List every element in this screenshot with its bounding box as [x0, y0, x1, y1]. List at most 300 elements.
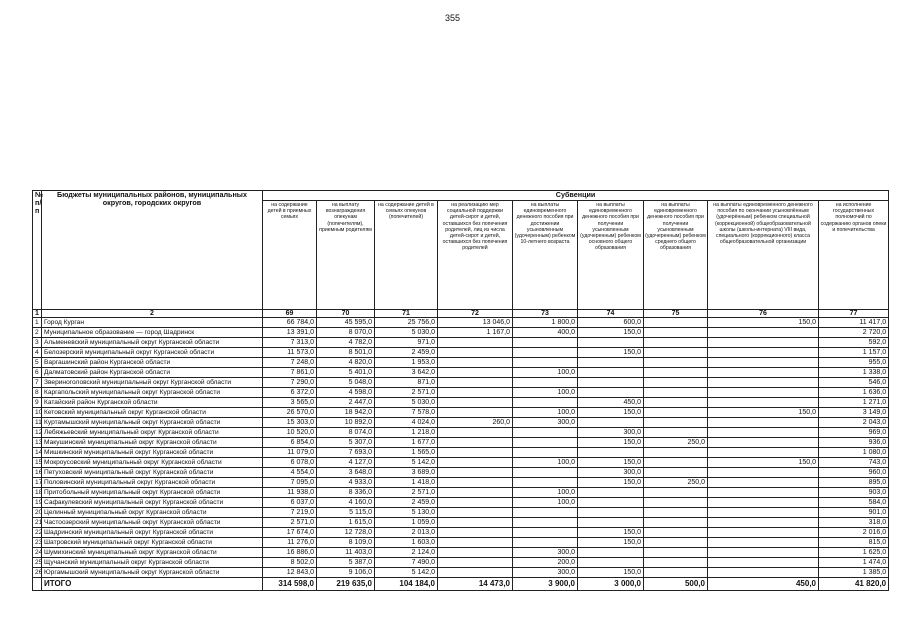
total-amount: 41 820,0	[819, 578, 889, 591]
amount-cell	[708, 448, 819, 458]
amount-cell: 4 782,0	[317, 338, 375, 348]
amount-cell	[438, 508, 513, 518]
amount-cell: 2 459,0	[375, 348, 438, 358]
amount-cell	[708, 348, 819, 358]
amount-cell	[513, 348, 578, 358]
amount-cell	[708, 498, 819, 508]
amount-cell: 4 160,0	[317, 498, 375, 508]
amount-cell: 4 820,0	[317, 358, 375, 368]
amount-cell: 66 784,0	[263, 318, 317, 328]
column-number: 1	[33, 310, 42, 318]
header-column-9: на исполнение государственных полномочий по содержанию органов опеки и попечительства	[819, 201, 889, 310]
amount-cell	[513, 538, 578, 548]
budget-name: Частоозерский муниципальный округ Курганской области	[42, 518, 263, 528]
amount-cell	[578, 418, 644, 428]
amount-cell	[644, 418, 708, 428]
total-amount: 104 184,0	[375, 578, 438, 591]
amount-cell: 2 124,0	[375, 548, 438, 558]
amount-cell: 6 037,0	[263, 498, 317, 508]
amount-cell	[708, 478, 819, 488]
amount-cell: 971,0	[375, 338, 438, 348]
row-number: 20	[33, 508, 42, 518]
amount-cell	[438, 358, 513, 368]
amount-cell	[644, 388, 708, 398]
amount-cell: 7 248,0	[263, 358, 317, 368]
amount-cell	[438, 468, 513, 478]
amount-cell: 6 078,0	[263, 458, 317, 468]
budget-name: Город Курган	[42, 318, 263, 328]
amount-cell	[438, 498, 513, 508]
amount-cell	[708, 428, 819, 438]
amount-cell	[644, 428, 708, 438]
amount-cell	[513, 338, 578, 348]
amount-cell	[513, 528, 578, 538]
amount-cell: 2 720,0	[819, 328, 889, 338]
amount-cell	[708, 358, 819, 368]
amount-cell	[644, 528, 708, 538]
amount-cell	[578, 338, 644, 348]
amount-cell: 3 642,0	[375, 368, 438, 378]
amount-cell: 1 625,0	[819, 548, 889, 558]
amount-cell: 2 016,0	[819, 528, 889, 538]
amount-cell: 1 565,0	[375, 448, 438, 458]
amount-cell	[644, 538, 708, 548]
amount-cell: 8 336,0	[317, 488, 375, 498]
amount-cell	[578, 378, 644, 388]
amount-cell: 7 219,0	[263, 508, 317, 518]
total-amount: 219 635,0	[317, 578, 375, 591]
budget-name: Звериноголовский муниципальный округ Курганской области	[42, 378, 263, 388]
amount-cell	[513, 358, 578, 368]
table-row	[33, 518, 889, 528]
row-number: 9	[33, 398, 42, 408]
amount-cell: 11 276,0	[263, 538, 317, 548]
budget-name: Катайский район Курганской области	[42, 398, 263, 408]
amount-cell: 1 157,0	[819, 348, 889, 358]
table-row	[33, 538, 889, 548]
row-number: 18	[33, 488, 42, 498]
amount-cell	[644, 518, 708, 528]
row-number: 12	[33, 428, 42, 438]
amount-cell: 300,0	[578, 468, 644, 478]
amount-cell: 8 070,0	[317, 328, 375, 338]
amount-cell	[578, 448, 644, 458]
table-row	[33, 438, 889, 448]
amount-cell: 546,0	[819, 378, 889, 388]
budget-name: Лебяжьевский муниципальный округ Курганской области	[42, 428, 263, 438]
total-amount: 3 000,0	[578, 578, 644, 591]
amount-cell: 150,0	[578, 348, 644, 358]
amount-cell: 11 417,0	[819, 318, 889, 328]
budget-name: Щучанский муниципальный округ Курганской области	[42, 558, 263, 568]
amount-cell: 318,0	[819, 518, 889, 528]
budget-name: Шатровский муниципальный округ Курганской области	[42, 538, 263, 548]
amount-cell: 9 106,0	[317, 568, 375, 578]
amount-cell	[644, 448, 708, 458]
budget-name: Далматовский район Курганской области	[42, 368, 263, 378]
amount-cell	[708, 328, 819, 338]
amount-cell: 3 149,0	[819, 408, 889, 418]
row-number: 2	[33, 328, 42, 338]
amount-cell	[644, 408, 708, 418]
amount-cell	[513, 448, 578, 458]
amount-cell	[438, 438, 513, 448]
amount-cell	[708, 398, 819, 408]
amount-cell: 150,0	[578, 438, 644, 448]
budget-name: Мишкинский муниципальный округ Курганской области	[42, 448, 263, 458]
amount-cell: 300,0	[513, 548, 578, 558]
table-row	[33, 338, 889, 348]
amount-cell	[513, 398, 578, 408]
amount-cell: 11 079,0	[263, 448, 317, 458]
total-row	[33, 578, 889, 591]
amount-cell: 1 385,0	[819, 568, 889, 578]
total-amount: 314 598,0	[263, 578, 317, 591]
amount-cell	[513, 428, 578, 438]
amount-cell: 100,0	[513, 488, 578, 498]
amount-cell	[708, 488, 819, 498]
total-label: ИТОГО	[42, 578, 263, 591]
table-row	[33, 448, 889, 458]
amount-cell: 969,0	[819, 428, 889, 438]
amount-cell: 2 013,0	[375, 528, 438, 538]
amount-cell: 26 570,0	[263, 408, 317, 418]
amount-cell: 584,0	[819, 498, 889, 508]
amount-cell: 6 372,0	[263, 388, 317, 398]
row-number: 1	[33, 318, 42, 328]
header-column-8: на выплаты единовременного денежного пособия по окончании усыновлённым (удочерённым) ребенком специальной (коррекционной) общеобразовательной школы (школы-интерната) VIII вида, специального (коррекционного) класса общеобразовательной организации	[708, 201, 819, 310]
page-number: 355	[444, 13, 461, 23]
amount-cell: 100,0	[513, 388, 578, 398]
amount-cell: 11 938,0	[263, 488, 317, 498]
amount-cell: 250,0	[644, 478, 708, 488]
amount-cell: 7 313,0	[263, 338, 317, 348]
amount-cell: 4 024,0	[375, 418, 438, 428]
amount-cell: 100,0	[513, 408, 578, 418]
table-row	[33, 528, 889, 538]
amount-cell	[644, 568, 708, 578]
column-number: 75	[644, 310, 708, 318]
table-row	[33, 568, 889, 578]
amount-cell: 12 843,0	[263, 568, 317, 578]
budget-name: Мокроусовский муниципальный округ Курганской области	[42, 458, 263, 468]
amount-cell	[644, 548, 708, 558]
amount-cell	[438, 348, 513, 358]
amount-cell: 1 474,0	[819, 558, 889, 568]
amount-cell: 1 953,0	[375, 358, 438, 368]
amount-cell	[578, 518, 644, 528]
amount-cell	[438, 458, 513, 468]
amount-cell	[578, 548, 644, 558]
amount-cell: 200,0	[513, 558, 578, 568]
amount-cell: 960,0	[819, 468, 889, 478]
row-number: 14	[33, 448, 42, 458]
table-row	[33, 418, 889, 428]
amount-cell	[438, 548, 513, 558]
amount-cell: 5 115,0	[317, 508, 375, 518]
row-number: 4	[33, 348, 42, 358]
amount-cell: 17 674,0	[263, 528, 317, 538]
amount-cell: 5 030,0	[375, 398, 438, 408]
amount-cell	[644, 358, 708, 368]
amount-cell	[708, 378, 819, 388]
table-row	[33, 368, 889, 378]
amount-cell: 150,0	[708, 458, 819, 468]
amount-cell: 1 059,0	[375, 518, 438, 528]
table-row	[33, 378, 889, 388]
budget-name: Притобольный муниципальный округ Курганской области	[42, 488, 263, 498]
amount-cell: 1 636,0	[819, 388, 889, 398]
table-row	[33, 508, 889, 518]
row-number: 13	[33, 438, 42, 448]
column-number: 72	[438, 310, 513, 318]
column-number: 76	[708, 310, 819, 318]
amount-cell	[578, 498, 644, 508]
budget-name: Кетовский муниципальный округ Курганской области	[42, 408, 263, 418]
amount-cell	[708, 528, 819, 538]
row-number: 8	[33, 388, 42, 398]
amount-cell	[578, 508, 644, 518]
row-number: 17	[33, 478, 42, 488]
budget-name: Альменевский муниципальный округ Курганской области	[42, 338, 263, 348]
header-column-1: на содержание детей в приемных семьях	[263, 201, 317, 310]
amount-cell: 10 520,0	[263, 428, 317, 438]
amount-cell: 10 892,0	[317, 418, 375, 428]
amount-cell	[644, 458, 708, 468]
row-number: 26	[33, 568, 42, 578]
amount-cell: 7 861,0	[263, 368, 317, 378]
row-number: 16	[33, 468, 42, 478]
column-number: 70	[317, 310, 375, 318]
amount-cell: 13 046,0	[438, 318, 513, 328]
amount-cell	[708, 568, 819, 578]
header-subventions: Субвенции	[263, 191, 889, 201]
row-number: 3	[33, 338, 42, 348]
row-number: 5	[33, 358, 42, 368]
budget-name: Шадринский муниципальный округ Курганской области	[42, 528, 263, 538]
amount-cell	[708, 418, 819, 428]
amount-cell: 8 501,0	[317, 348, 375, 358]
amount-cell	[644, 368, 708, 378]
column-number: 73	[513, 310, 578, 318]
amount-cell: 1 418,0	[375, 478, 438, 488]
table-row	[33, 408, 889, 418]
amount-cell: 1 603,0	[375, 538, 438, 548]
amount-cell: 150,0	[578, 478, 644, 488]
amount-cell	[708, 468, 819, 478]
amount-cell	[513, 438, 578, 448]
amount-cell: 955,0	[819, 358, 889, 368]
amount-cell: 16 886,0	[263, 548, 317, 558]
budget-name: Белозерский муниципальный округ Курганской области	[42, 348, 263, 358]
amount-cell: 3 648,0	[317, 468, 375, 478]
amount-cell: 3 565,0	[263, 398, 317, 408]
table-row	[33, 398, 889, 408]
amount-cell	[438, 478, 513, 488]
amount-cell: 4 933,0	[317, 478, 375, 488]
amount-cell	[513, 478, 578, 488]
subventions-table	[32, 190, 889, 591]
budget-name: Сафакулевский муниципальный округ Курганской области	[42, 498, 263, 508]
amount-cell: 5 130,0	[375, 508, 438, 518]
amount-cell: 600,0	[578, 318, 644, 328]
amount-cell	[438, 338, 513, 348]
amount-cell: 2 447,0	[317, 398, 375, 408]
row-number: 11	[33, 418, 42, 428]
row-number: 6	[33, 368, 42, 378]
amount-cell: 300,0	[578, 428, 644, 438]
amount-cell: 5 142,0	[375, 458, 438, 468]
amount-cell: 150,0	[708, 408, 819, 418]
header-column-7: на выплаты единовременного денежного пособия при получении усыновленным (удочеренным) ребенком среднего общего образования	[644, 201, 708, 310]
row-number: 7	[33, 378, 42, 388]
amount-cell: 7 095,0	[263, 478, 317, 488]
header-no: № п/п	[33, 191, 42, 310]
amount-cell: 8 502,0	[263, 558, 317, 568]
amount-cell: 5 030,0	[375, 328, 438, 338]
header-column-4: на реализацию мер социальной поддержки детей-сирот и детей, оставшихся без попечения родителей, лиц из числа детей-сирот и детей, оставшихся без попечения родителей	[438, 201, 513, 310]
amount-cell: 5 142,0	[375, 568, 438, 578]
amount-cell	[438, 368, 513, 378]
header-column-3: на содержание детей в семьях опекунов (попечителей)	[375, 201, 438, 310]
amount-cell: 895,0	[819, 478, 889, 488]
amount-cell	[644, 328, 708, 338]
budget-name: Юргамышский муниципальный округ Курганской области	[42, 568, 263, 578]
amount-cell: 150,0	[578, 538, 644, 548]
amount-cell: 7 490,0	[375, 558, 438, 568]
amount-cell	[578, 558, 644, 568]
amount-cell	[438, 398, 513, 408]
amount-cell: 2 571,0	[375, 488, 438, 498]
amount-cell	[708, 558, 819, 568]
amount-cell: 1 338,0	[819, 368, 889, 378]
table-body	[33, 318, 889, 591]
header-budget: Бюджеты муниципальных районов, муниципальных округов, городских округов	[42, 191, 263, 310]
table-row	[33, 428, 889, 438]
amount-cell: 1 167,0	[438, 328, 513, 338]
amount-cell	[578, 388, 644, 398]
budget-name: Макушинский муниципальный округ Курганской области	[42, 438, 263, 448]
column-number: 69	[263, 310, 317, 318]
budget-name: Каргапольский муниципальный округ Курганской области	[42, 388, 263, 398]
amount-cell	[708, 438, 819, 448]
header-column-6: на выплаты единовременного денежного пособия при получении усыновленным (удочеренным) ребенком основного общего образования	[578, 201, 644, 310]
amount-cell	[644, 498, 708, 508]
amount-cell: 592,0	[819, 338, 889, 348]
amount-cell	[644, 318, 708, 328]
amount-cell	[438, 428, 513, 438]
row-number: 23	[33, 538, 42, 548]
amount-cell: 100,0	[513, 368, 578, 378]
amount-cell: 18 942,0	[317, 408, 375, 418]
amount-cell	[513, 508, 578, 518]
amount-cell	[708, 548, 819, 558]
amount-cell	[578, 368, 644, 378]
table-row	[33, 488, 889, 498]
amount-cell: 871,0	[375, 378, 438, 388]
amount-cell	[644, 468, 708, 478]
amount-cell	[644, 348, 708, 358]
total-amount: 500,0	[644, 578, 708, 591]
amount-cell: 4 554,0	[263, 468, 317, 478]
amount-cell	[644, 398, 708, 408]
amount-cell: 5 401,0	[317, 368, 375, 378]
amount-cell: 8 074,0	[317, 428, 375, 438]
amount-cell: 150,0	[578, 458, 644, 468]
amount-cell: 260,0	[438, 418, 513, 428]
amount-cell: 25 756,0	[375, 318, 438, 328]
row-number: 21	[33, 518, 42, 528]
table-row	[33, 328, 889, 338]
amount-cell: 450,0	[578, 398, 644, 408]
table-row	[33, 348, 889, 358]
amount-cell: 250,0	[644, 438, 708, 448]
amount-cell	[438, 518, 513, 528]
total-amount: 3 900,0	[513, 578, 578, 591]
amount-cell: 100,0	[513, 458, 578, 468]
table-row	[33, 318, 889, 328]
table-row	[33, 498, 889, 508]
amount-cell: 2 043,0	[819, 418, 889, 428]
amount-cell: 1 271,0	[819, 398, 889, 408]
amount-cell	[438, 378, 513, 388]
amount-cell: 7 578,0	[375, 408, 438, 418]
amount-cell: 1 615,0	[317, 518, 375, 528]
amount-cell	[708, 518, 819, 528]
budget-name: Половинский муниципальный округ Курганской области	[42, 478, 263, 488]
amount-cell	[644, 488, 708, 498]
amount-cell: 13 391,0	[263, 328, 317, 338]
amount-cell: 150,0	[708, 318, 819, 328]
amount-cell: 1 080,0	[819, 448, 889, 458]
amount-cell: 5 048,0	[317, 378, 375, 388]
amount-cell: 936,0	[819, 438, 889, 448]
row-number: 22	[33, 528, 42, 538]
amount-cell	[513, 518, 578, 528]
amount-cell	[578, 358, 644, 368]
amount-cell: 7 290,0	[263, 378, 317, 388]
amount-cell: 815,0	[819, 538, 889, 548]
amount-cell	[438, 408, 513, 418]
amount-cell: 45 595,0	[317, 318, 375, 328]
amount-cell	[438, 528, 513, 538]
amount-cell: 7 693,0	[317, 448, 375, 458]
amount-cell: 5 307,0	[317, 438, 375, 448]
amount-cell: 12 728,0	[317, 528, 375, 538]
amount-cell	[708, 368, 819, 378]
amount-cell: 11 403,0	[317, 548, 375, 558]
amount-cell: 4 127,0	[317, 458, 375, 468]
budget-name: Шумихинский муниципальный округ Курганской области	[42, 548, 263, 558]
amount-cell	[513, 378, 578, 388]
amount-cell: 150,0	[578, 408, 644, 418]
amount-cell: 901,0	[819, 508, 889, 518]
amount-cell: 300,0	[513, 418, 578, 428]
column-number: 2	[42, 310, 263, 318]
amount-cell: 2 571,0	[375, 388, 438, 398]
amount-cell	[438, 558, 513, 568]
amount-cell	[708, 338, 819, 348]
amount-cell: 1 218,0	[375, 428, 438, 438]
amount-cell: 400,0	[513, 328, 578, 338]
amount-cell: 150,0	[578, 528, 644, 538]
amount-cell	[708, 538, 819, 548]
budget-name: Варгашинский район Курганской области	[42, 358, 263, 368]
amount-cell: 300,0	[513, 568, 578, 578]
amount-cell	[708, 508, 819, 518]
amount-cell	[644, 378, 708, 388]
total-amount: 450,0	[708, 578, 819, 591]
